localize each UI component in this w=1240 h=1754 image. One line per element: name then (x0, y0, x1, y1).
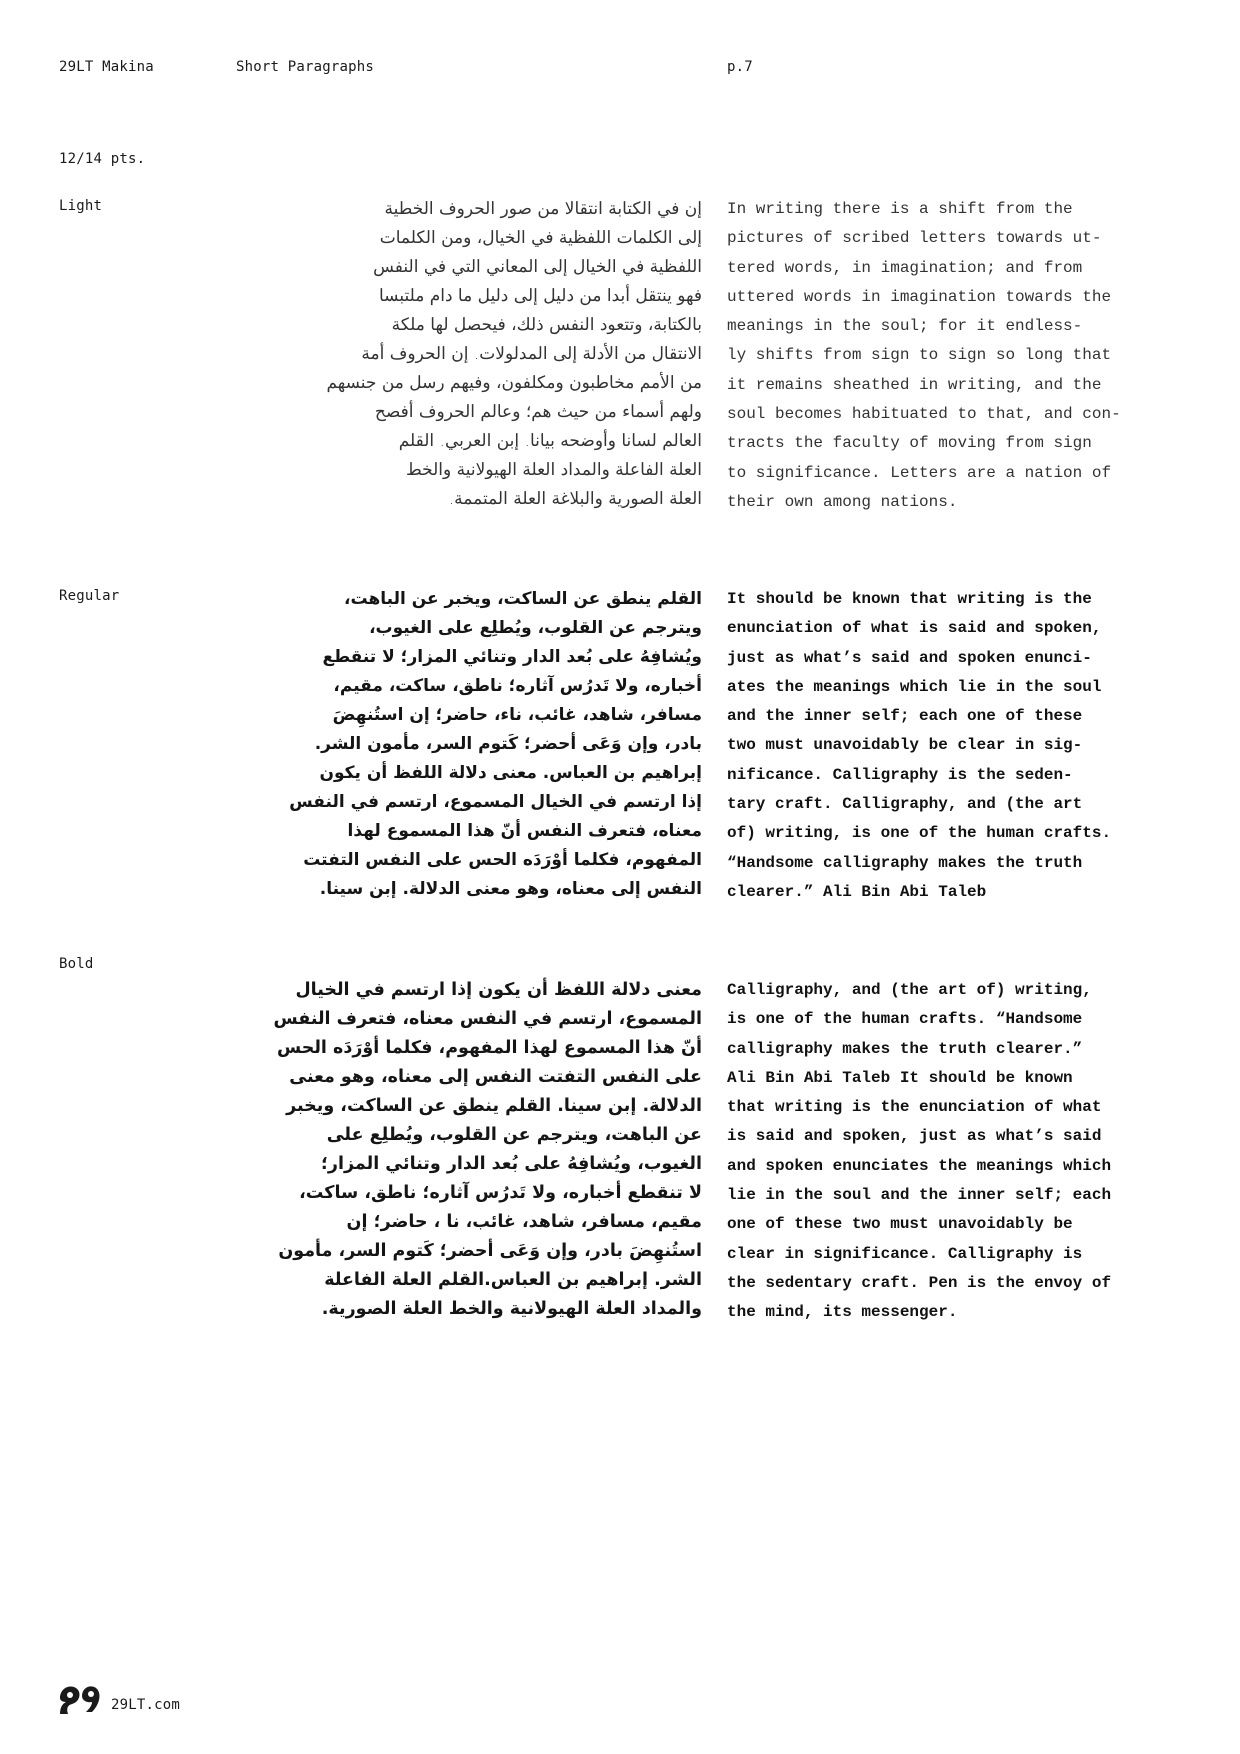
font-name: 29LT Makina (59, 59, 154, 75)
text-line: tered words, in imagination; and from (727, 258, 1083, 277)
text-line: العلة الفاعلة والمداد العلة الهيولانية والخط (406, 460, 702, 480)
weight-label-bold: Bold (59, 956, 94, 972)
text-line: على النفس التفتت النفس إلى معناه، وهو معنى (289, 1067, 702, 1087)
text-line: just as what’s said and spoken enunci- (727, 648, 1092, 667)
text-line: اللفظية في الخيال إلى المعاني التي في النفس (373, 257, 702, 277)
text-line: is said and spoken, just as what’s said (727, 1127, 1102, 1146)
text-line: enunciation of what is said and spoken, (727, 619, 1102, 638)
text-line: ly shifts from sign to sign so long that (727, 346, 1112, 365)
text-line: مقيم، مسافر، شاهد، غائب، نا ، حاضر؛ إن (346, 1212, 702, 1232)
text-line: الانتقال من الأدلة إلى المدلولات. إن الحروف أمة (361, 344, 702, 364)
text-line: الغيوب، ويُشافِهُ على بُعد الدار وتنائي المزار؛ (320, 1154, 702, 1174)
text-line: soul becomes habituated to that, and con- (727, 405, 1121, 424)
text-line: إبراهيم بن العباس. معنى دلالة اللفظ أن يكون (319, 763, 702, 783)
text-line: the sedentary craft. Pen is the envoy of (727, 1273, 1112, 1292)
page-number: p.7 (727, 59, 753, 75)
text-line: العلة الصورية والبلاغة العلة المتممة. (448, 489, 702, 509)
text-line: and the inner self; each one of these (727, 707, 1083, 726)
text-line: In writing there is a shift from the (727, 200, 1073, 218)
footer-url[interactable]: 29LT.com (111, 1697, 181, 1713)
text-line: ويترجم عن القلوب، ويُطلِع على الغيوب، (369, 618, 702, 638)
text-line: مسافر، شاهد، غائب، ناء، حاضر؛ إن استُنهِضَ (332, 705, 702, 725)
text-line: meanings in the soul; for it endless- (727, 317, 1083, 336)
text-line: that writing is the enunciation of what (727, 1098, 1102, 1117)
weight-label-regular: Regular (59, 588, 120, 604)
english-paragraph-light (727, 195, 1187, 517)
text-line: ates the meanings which lie in the soul (727, 677, 1102, 696)
text-line: tary craft. Calligraphy, and (the art (727, 795, 1083, 814)
text-line: it remains sheathed in writing, and the (727, 375, 1102, 394)
text-line: their own among nations. (727, 492, 958, 511)
text-line: المسموع، ارتسم في النفس معناه، فتعرف النفس (273, 1009, 702, 1029)
text-line: lie in the soul and the inner self; each (727, 1186, 1112, 1205)
text-line: ويُشافِهُ على بُعد الدار وتنائي المزار؛ لا تنقطع (322, 647, 702, 667)
text-line: من الأمم مخاطبون ومكلفون، وفيهم رسل من جنسهم (326, 373, 702, 393)
english-paragraph-bold (727, 976, 1187, 1328)
text-line: العالم لسانا وأوضحه بيانا. إبن العربي. القلم (398, 431, 702, 451)
text-line: النفس إلى معناه، وهو معنى الدلالة. إبن سينا. (319, 879, 702, 899)
text-line: لا تنقطع أخباره، ولا تَدرُس آثاره؛ ناطق، ساكت، (299, 1183, 702, 1203)
text-line: عن الباهت، ويترجم عن القلوب، ويُطلِع على (326, 1125, 702, 1145)
arabic-paragraph-regular (236, 585, 702, 904)
text-line: القلم ينطق عن الساكت، ويخبر عن الباهت، (344, 589, 702, 609)
text-line: “Handsome calligraphy makes the truth (727, 853, 1083, 872)
text-line: معنى دلالة اللفظ أن يكون إذا ارتسم في الخيال (295, 980, 702, 1000)
text-line: It should be known that writing is the (727, 590, 1092, 608)
text-line: معناه، فتعرف النفس أنّ هذا المسموع لهذا (347, 821, 702, 841)
english-paragraph-regular (727, 585, 1187, 907)
text-line: pictures of scribed letters towards ut- (727, 229, 1102, 248)
text-line: nificance. Calligraphy is the seden- (727, 765, 1073, 784)
text-line: to significance. Letters are a nation of (727, 463, 1112, 482)
arabic-paragraph-light (236, 195, 702, 514)
text-line: clear in significance. Calligraphy is (727, 1244, 1083, 1263)
text-line: the mind, its messenger. (727, 1303, 958, 1322)
text-line: إلى الكلمات اللفظية في الخيال، ومن الكلمات (379, 228, 702, 248)
weight-label-light: Light (59, 198, 103, 214)
text-line: إن في الكتابة انتقالا من صور الحروف الخطية (384, 199, 702, 219)
text-line: uttered words in imagination towards the (727, 287, 1112, 306)
text-line: أنّ هذا المسموع لهذا المفهوم، فكلما أوْرَدَه الحس (277, 1038, 702, 1058)
arabic-paragraph-bold (236, 976, 702, 1324)
text-line: استُنهِضَ بادر، وإن وَعَى أحضر؛ كَتوم السر، مأمون (278, 1241, 702, 1261)
text-line: بادر، وإن وَعَى أحضر؛ كَتوم السر، مأمون الشر. (314, 734, 702, 754)
text-line: tracts the faculty of moving from sign (727, 434, 1092, 453)
text-line: الدلالة. إبن سينا. القلم ينطق عن الساكت، ويخبر (286, 1096, 702, 1116)
text-line: والمداد العلة الهيولانية والخط العلة الصورية. (321, 1299, 702, 1319)
text-line: الشر. إبراهيم بن العباس.القلم العلة الفاعلة (324, 1270, 702, 1290)
text-line: two must unavoidably be clear in sig- (727, 736, 1083, 755)
text-line: calligraphy makes the truth clearer.” (727, 1039, 1083, 1058)
text-line: one of these two must unavoidably be (727, 1215, 1073, 1234)
text-line: and spoken enunciates the meanings which (727, 1156, 1112, 1175)
text-line: المفهوم، فكلما أوْرَدَه الحس على النفس التفتت (303, 850, 702, 870)
text-line: بالكتابة، وتتعود النفس ذلك، فيحصل لها ملكة (391, 315, 702, 335)
29lt-logo-icon (58, 1684, 102, 1716)
text-line: فهو ينتقل أبدا من دليل إلى دليل ما دام ملتبسا (378, 286, 702, 306)
text-line: is one of the human crafts. “Handsome (727, 1010, 1083, 1029)
text-line: Ali Bin Abi Taleb It should be known (727, 1068, 1073, 1087)
text-line: أخباره، ولا تَدرُس آثاره؛ ناطق، ساكت، مقيم، (333, 676, 702, 696)
text-line: ولهم أسماء من حيث هم؛ وعالم الحروف أفصح (374, 402, 702, 422)
size-note: 12/14 pts. (59, 151, 146, 167)
section-title: Short Paragraphs (236, 59, 375, 75)
text-line: clearer.” Ali Bin Abi Taleb (727, 882, 987, 901)
text-line: of) writing, is one of the human crafts. (727, 824, 1112, 843)
text-line: Calligraphy, and (the art of) writing, (727, 981, 1092, 999)
text-line: إذا ارتسم في الخيال المسموع، ارتسم في النفس (289, 792, 702, 812)
